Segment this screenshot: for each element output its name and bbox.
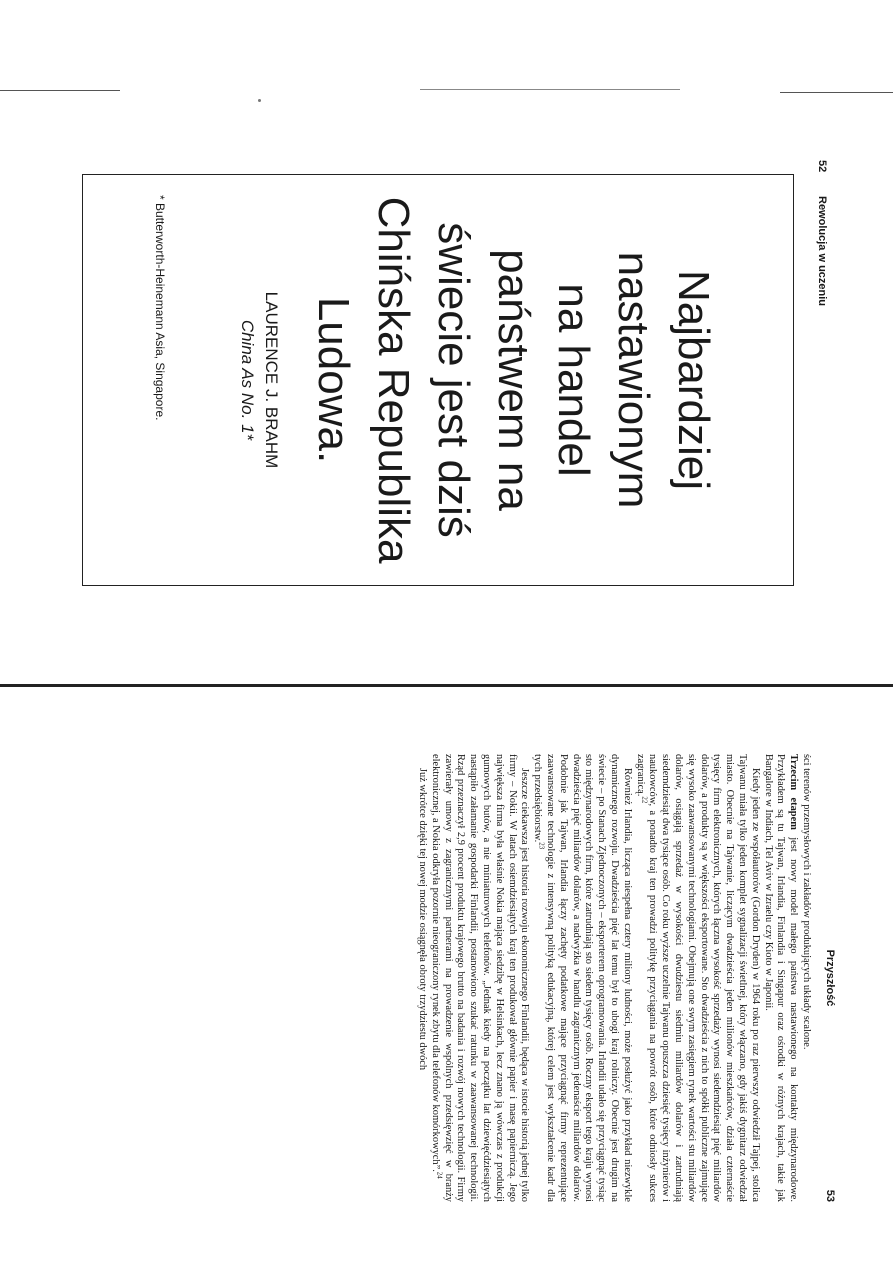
- page-53: [72, 754, 842, 1202]
- scan-edge-line-top: [0, 90, 120, 91]
- running-head: Rewolucja w uczeniu: [816, 196, 828, 307]
- running-head: Przyszłość: [824, 949, 836, 1007]
- paragraph: Już wkrótce dzięki tej nowej modzie osiągnęła obroty trzydziestu dwóch: [417, 768, 429, 1071]
- scan-edge-line-top-mid: [420, 89, 680, 90]
- body-text: [415, 754, 812, 1202]
- paragraph-text: jest nowy model małego państwa nastawionego na kontakty międzynarodowe. Przykładem są tu Tajwan, Irlandia, Finlandia i Singapur oraz ośrodki w różnych krajach, takie jak Bangalore w Indiach, Tel Aviv w Izraelu czy Kioto w Japonii.: [762, 754, 800, 1202]
- page-53-header: [820, 754, 836, 1202]
- book-title: China As No. 1*: [238, 319, 257, 441]
- page-52: [68, 160, 838, 596]
- paragraph-text: Kiedy jeden ze współautorów (Gordon Dryden) w 1964 roku po raz pierwszy odwiedził Tajpej, stolica Tajwanu miała tylko jeden komplet sygnalizacji świetlnej, który włączano, gdy jakiś dygnitarz odwiedzał miasto. Obecnie na Tajwanie, liczącym dwadzieścia jeden milionów mieszkańców, działa czternaście tysięcy firm elektronicznych, których łączna wysokość sprzedaży wynosi siedemdziesiąt pięć miliardów dolarów, a produkty są w większości eksportowane. Sto dwadzieścia z nich to spółki publiczne zajmujące się wysoko zaawansowanymi technologiami. Obejmują one swym zasięgiem rynek wartości stu miliardów dolarów, osiągają sprzedaż w wysokości dwudziestu siedmiu miliardów dolarów i zatrudniają siedemdziesiąt dwa tysiące osób. Co roku wyższe uczelnie Tajwanu opuszcza dziesięć tysięcy inżynierów i naukowców, a ponadto kraj ten prowadzi politykę przyciągania na powrót osób, które odniosły sukces zagranicą.: [634, 754, 761, 1202]
- footnote-ref: 22: [640, 796, 649, 804]
- quote-line: Chińska Republika: [369, 196, 418, 564]
- quote-line: na handel: [549, 283, 598, 477]
- quote-line: Najbardziej: [669, 269, 718, 491]
- paragraph: [761, 754, 799, 1202]
- page-number: 52: [816, 160, 828, 173]
- paragraph: ści terenów przemysłowych i zakładów produkujących układy scalone.: [801, 754, 812, 1050]
- page-divider-line: [0, 684, 893, 687]
- paragraph-text: Również Irlandia, licząca niespełna cztery miliony ludności, może posłużyć jako przykład niezwykle dynamicznego rozwoju. Dwadzieścia pięć lat temu był to ubogi kraj rolniczy. Obecnie jest drugim na świecie – po Stanach Zjednoczonych – eksporterem oprogramowania. Irlandii udało się przyciągnąć tysiąc sto międzynarodowych firm, które zatrudniają sto siedem tysięcy osób. Roczny eksport tego kraju wynosi dwadzieścia pięć miliardów dolarów, a nadwyżka w handlu zagranicznym jedenaście miliardów dolarów. Podobnie jak Tajwan, Irlandia łączy zachęty podatkowe mające przyciągnąć firmy reprezentujące zaawansowane technologie z intensywną polityką edukacyjną, której celem jest wykształcenie kadr dla tych przedsiębiorstw.: [532, 754, 633, 1202]
- paragraph-text: Jeszcze ciekawsza jest historia rozwoju ekonomicznego Finlandii, będąca w istocie historią jednej tylko firmy – Nokii. W latach osiemdziesiątych kraj ten produkował głównie papier i masę papierniczą. Jego największa firma była właśnie Nokia mająca siedzibę w Helsinkach, lecz znano ją wówczas z produkcji gumowych butów, a nie miniaturowych telefonów. „Jednak kiedy na początku lat dziewięćdziesiątych nastąpiło załamanie gospodarki Finlandii, postanowiono szukać ratunku w zaawansowanej technologii. Rząd przeznaczył 2,9 procent produktu krajowego brutto na badania i rozwój nowych technologii. Firmy zawierały umowy z zagranicznymi partnerami na prowadzenie wspólnych przedsięwzięć w branży elektronicznej, a Nokia odkryła pozornie nieograniczony rynek zbytu dla telefonów komórkowych”.: [429, 754, 531, 1202]
- footnote: * Butterworth-Heinemann Asia, Singapore.: [153, 195, 167, 421]
- bold-lead: Trzecim etapem: [788, 754, 800, 830]
- page-number: 53: [824, 1189, 836, 1202]
- quote-box: [82, 174, 794, 586]
- quote-line: świecie jest dziś: [429, 222, 478, 538]
- quote-text: [303, 195, 723, 565]
- page-52-header: [812, 160, 828, 596]
- quote-line: nastawionym: [609, 251, 658, 509]
- quote-line: państwem na: [489, 249, 538, 511]
- paragraph: [530, 754, 632, 1202]
- author-name: LAURENCE J. BRAHM: [262, 291, 281, 469]
- paragraph: [633, 754, 761, 1202]
- quote-attribution: [235, 195, 283, 565]
- paragraph: [428, 754, 530, 1202]
- quote-line: Ludowa.: [309, 296, 358, 464]
- footnote-ref: 24: [435, 1171, 444, 1179]
- scan-edge-line-top-right: [780, 92, 893, 93]
- footnote-ref: 23: [537, 842, 546, 850]
- scan-speck: [258, 99, 261, 102]
